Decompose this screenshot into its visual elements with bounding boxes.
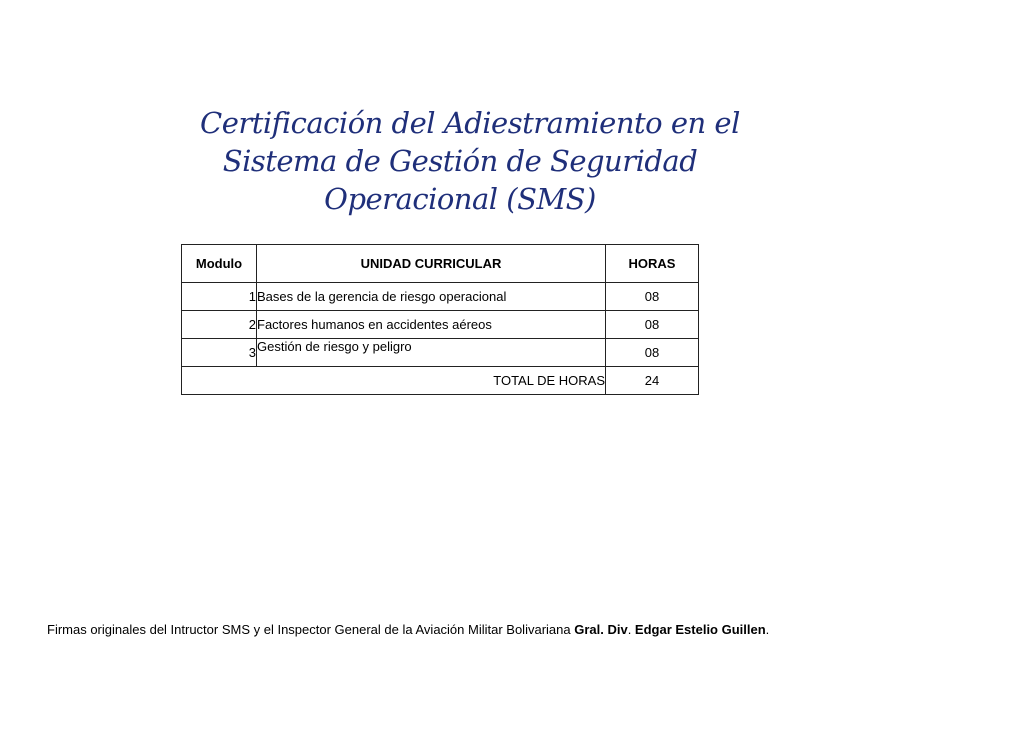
signature-note bbox=[47, 622, 769, 637]
title-line-1: Certificación del Adiestramiento en el bbox=[200, 106, 740, 140]
row-unit: Bases de la gerencia de riesgo operacional bbox=[257, 283, 606, 311]
header-module: Modulo bbox=[182, 245, 257, 283]
row-module: 3 bbox=[182, 339, 257, 367]
row-hours: 08 bbox=[606, 339, 699, 367]
title-line-3: Operacional (SMS) bbox=[324, 182, 596, 216]
total-value: 24 bbox=[606, 367, 699, 395]
table-header-row bbox=[182, 245, 699, 283]
footer-end: . bbox=[765, 622, 770, 637]
table-row bbox=[182, 311, 699, 339]
footer-separator: . bbox=[627, 622, 635, 637]
row-module: 1 bbox=[182, 283, 257, 311]
footer-name: Edgar Estelio Guillen bbox=[634, 622, 766, 637]
table-row bbox=[182, 339, 699, 367]
row-hours: 08 bbox=[606, 311, 699, 339]
row-unit: Gestión de riesgo y peligro bbox=[257, 339, 606, 367]
row-module: 2 bbox=[182, 311, 257, 339]
curriculum-table bbox=[181, 244, 699, 395]
table-row bbox=[182, 283, 699, 311]
title-line-2: Sistema de Gestión de Seguridad bbox=[222, 144, 698, 178]
document-title bbox=[200, 104, 740, 218]
header-hours: HORAS bbox=[606, 245, 699, 283]
header-unit: UNIDAD CURRICULAR bbox=[257, 245, 606, 283]
total-row bbox=[182, 367, 699, 395]
row-hours: 08 bbox=[606, 283, 699, 311]
row-unit: Factores humanos en accidentes aéreos bbox=[257, 311, 606, 339]
footer-rank: Gral. Div bbox=[574, 622, 628, 637]
total-label: TOTAL DE HORAS bbox=[182, 367, 606, 395]
footer-text: Firmas originales del Intructor SMS y el Inspector General de la Aviación Militar Bolivariana bbox=[47, 622, 575, 637]
